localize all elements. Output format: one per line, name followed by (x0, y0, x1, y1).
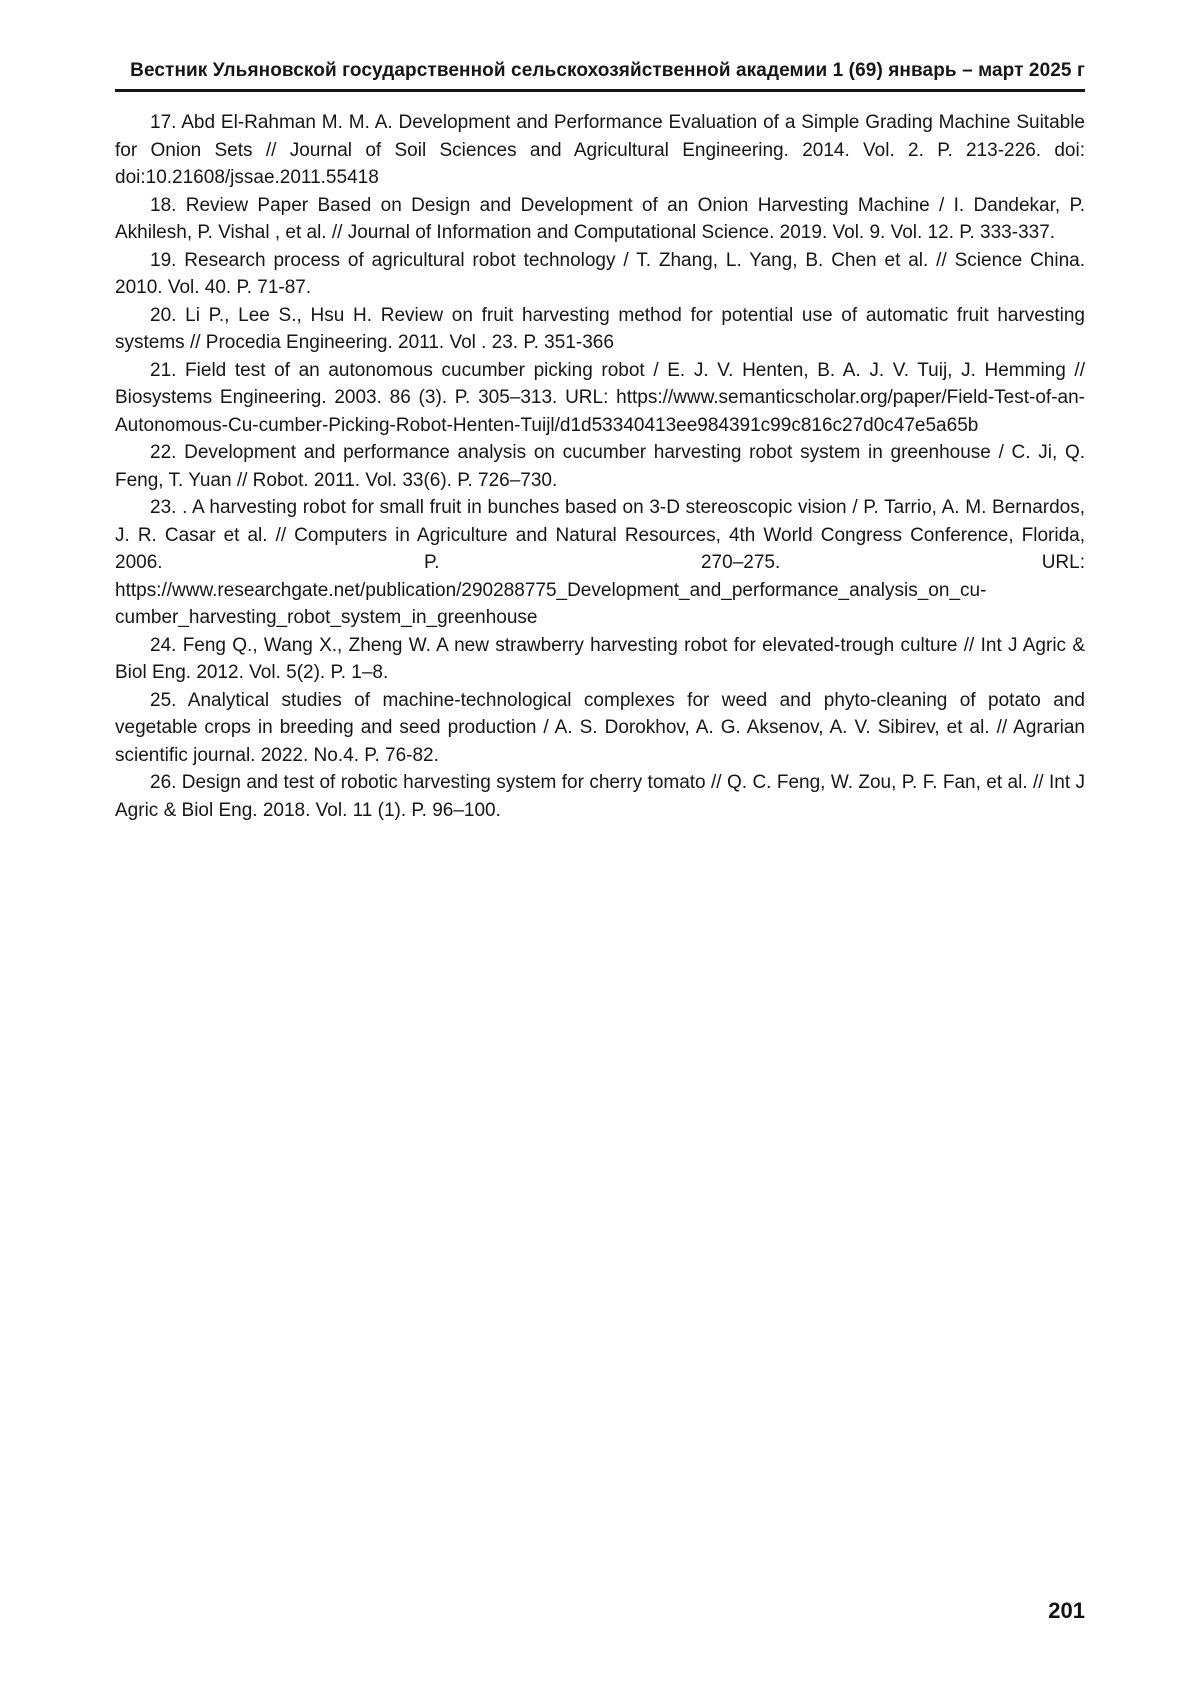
reference-item-22: 22. Development and performance analysis on cucumber harvesting robot system in greenhouse / C. Ji, Q. Feng, T. Yuan // Robot. 2011. Vol. 33(6). P. 726–730. (115, 442, 1085, 491)
journal-header-title: Вестник Ульяновской государственной сельскохозяйственной академии 1 (69) январь – март 2025 г (115, 60, 1085, 92)
references-list (115, 109, 1085, 824)
reference-item-23: 23. . A harvesting robot for small fruit in bunches based on 3-D stereoscopic vision / P. Tarrio, A. M. Bernardos, J. R. Casar et al. // Computers in Agriculture and Natural Resources, 4th World Congress Conference, Florida, 2006. P. 270–275. URL: https://www.researchgate.net/publication/290288775_Development_and_performance_analysis_on_cu-cumber_harvesting_robot_system_in_greenhouse (115, 497, 1085, 628)
reference-item-19: 19. Research process of agricultural robot technology / T. Zhang, L. Yang, B. Chen et al. // Science China. 2010. Vol. 40. P. 71-87. (115, 249, 1085, 298)
reference-item-17: 17. Abd El-Rahman M. M. A. Development and Performance Evaluation of a Simple Grading Machine Suitable for Onion Sets // Journal of Soil Sciences and Agricultural Engineering. 2014. Vol. 2. P. 213-226. doi: doi:10.21608/jssae.2011.55418 (115, 112, 1085, 188)
page-number: 201 (1048, 1598, 1085, 1623)
page-header (115, 0, 1085, 92)
reference-item-24: 24. Feng Q., Wang X., Zheng W. A new strawberry harvesting robot for elevated-trough culture // Int J Agric & Biol Eng. 2012. Vol. 5(2). P. 1–8. (115, 634, 1085, 683)
reference-item-26: 26. Design and test of robotic harvesting system for cherry tomato // Q. C. Feng, W. Zou, P. F. Fan, et al. // Int J Agric & Biol Eng. 2018. Vol. 11 (1). P. 96–100. (115, 772, 1085, 821)
reference-item-20: 20. Li P., Lee S., Hsu H. Review on fruit harvesting method for potential use of automatic fruit harvesting systems // Procedia Engineering. 2011. Vol . 23. P. 351-366 (115, 304, 1085, 353)
reference-item-21: 21. Field test of an autonomous cucumber picking robot / E. J. V. Henten, B. A. J. V. Tuij, J. Hemming // Biosystems Engineering. 2003. 86 (3). P. 305–313. URL: https://www.semanticscholar.org/paper/Field-Test-of-an-Autonomous-Cu-cumber-Picking-Robot-Henten-Tuijl/d1d53340413ee984391c99c816c27d0c47e5a65b (115, 359, 1085, 436)
reference-item-18: 18. Review Paper Based on Design and Development of an Onion Harvesting Machine / I. Dandekar, P. Akhilesh, P. Vishal , et al. // Journal of Information and Computational Science. 2019. Vol. 9. Vol. 12. P. 333-337. (115, 194, 1085, 243)
reference-item-25: 25. Analytical studies of machine-technological complexes for weed and phyto-cleaning of potato and vegetable crops in breeding and seed production / A. S. Dorokhov, A. G. Aksenov, A. V. Sibirev, et al. // Agrarian scientific journal. 2022. No.4. P. 76-82. (115, 689, 1085, 766)
